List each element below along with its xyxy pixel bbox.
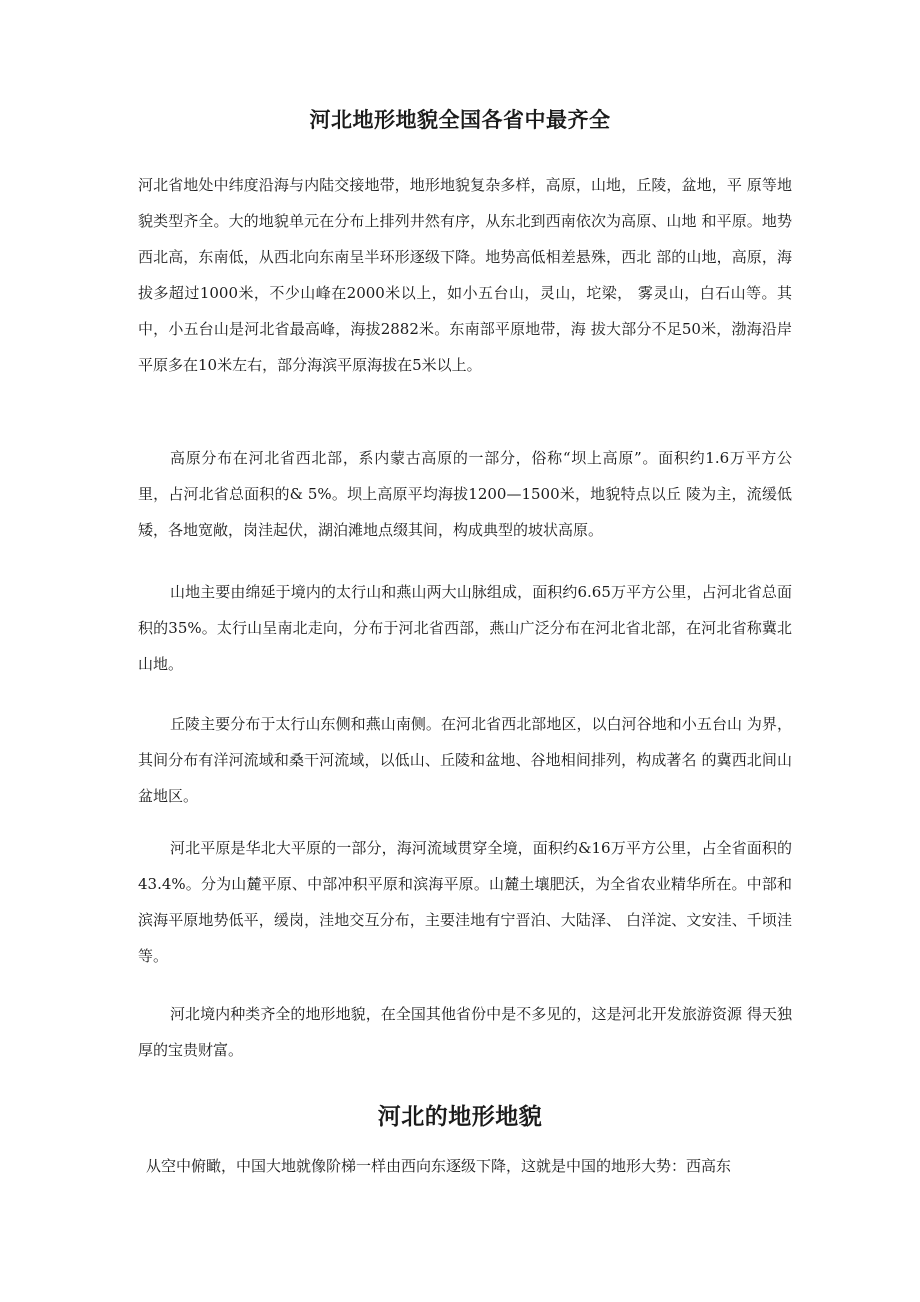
section-title: 河北的地形地貌	[377, 1104, 543, 1130]
paragraph-hills: 丘陵主要分布于太行山东侧和燕山南侧。在河北省西北部地区，以白河谷地和小五台山 为界，其间分布有洋河流域和桑干河流域，以低山、丘陵和盆地、谷地相间排列，构成著名 的冀西北间山盆地区。	[138, 715, 792, 805]
paragraph-plateau: 高原分布在河北省西北部，系内蒙古高原的一部分，俗称“坝上高原”。面积约1.6万平方公里，占河北省总面积的& 5%。坝上高原平均海拔1200—1500米，地貌特点以丘 陵为主，流缓低矮，各地宽敞，岗洼起伏，湖泊滩地点缀其间，构成典型的坡状高原。	[138, 449, 792, 539]
paragraph-mountains: 山地主要由绵延于境内的太行山和燕山两大山脉组成，面积约6.65万平方公里，占河北省总面积的35%。太行山呈南北走向，分布于河北省西部，燕山广泛分布在河北省北部，在河北省称冀北山地。	[138, 583, 792, 673]
paragraph-overview: 河北省地处中纬度沿海与内陆交接地带，地形地貌复杂多样，高原，山地，丘陵，盆地，平 原等地貌类型齐全。大的地貌单元在分布上排列井然有序，从东北到西南依次为高原、山地 和平原。地势西北高，东南低，从西北向东南呈半环形逐级下降。地势高低相差悬殊，西北 部的山地，高原，海拔多超过1000米，不少山峰在2000米以上，如小五台山，灵山，坨梁， 雾灵山，白石山等。其中，小五台山是河北省最高峰，海拔2882米。东南部平原地带，海 拔大部分不足50米，渤海沿岸平原多在10米左右，部分海滨平原海拔在5米以上。	[138, 176, 792, 374]
page-title: 河北地形地貌全国各省中最齐全	[309, 108, 611, 132]
paragraph-plain: 河北平原是华北大平原的一部分，海河流域贯穿全境，面积约&16万平方公里，占全省面积的43.4%。分为山麓平原、中部冲积平原和滨海平原。山麓土壤肥沃，为全省农业精华所在。中部和滨海平原地势低平，缓岗，洼地交互分布，主要洼地有宁晋泊、大陆泽、 白洋淀、文安洼、千顷洼等。	[138, 839, 792, 965]
section-paragraph: 从空中俯瞰，中国大地就像阶梯一样由西向东逐级下降，这就是中国的地形大势：西高东	[146, 1157, 732, 1175]
paragraph-conclusion: 河北境内种类齐全的地形地貌，在全国其他省份中是不多见的，这是河北开发旅游资源 得天独厚的宝贵财富。	[138, 1005, 792, 1059]
